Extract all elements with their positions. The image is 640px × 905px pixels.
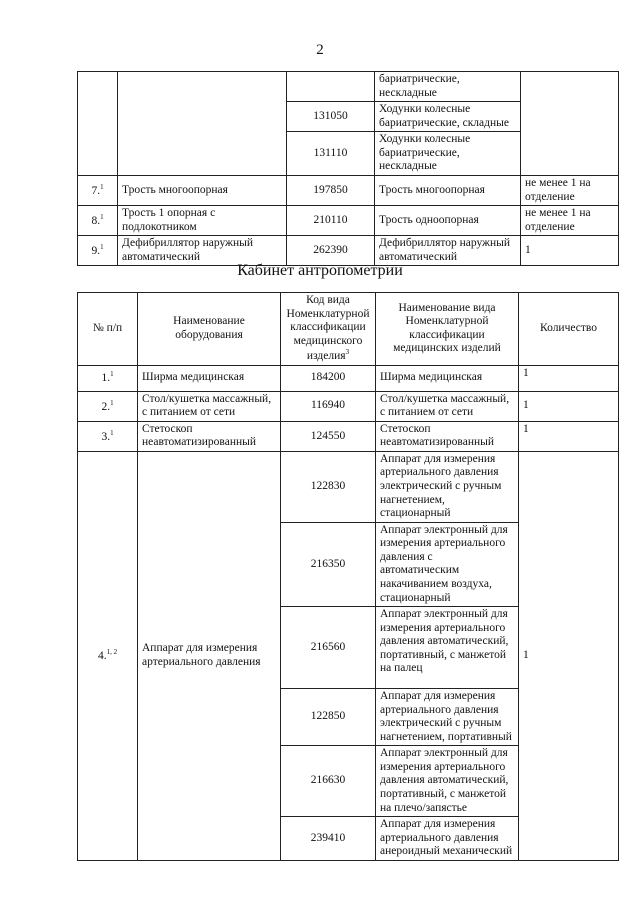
code-cell: 124550 [281, 421, 376, 451]
qty-cell: не менее 1 на отделение [521, 206, 619, 236]
name-cell: Трость 1 опорная с подлокотником [118, 206, 287, 236]
name-cell: Ширма медицинская [138, 365, 281, 391]
code-cell: 116940 [281, 391, 376, 421]
name-cell: Дефибриллятор наружный автоматический [118, 236, 287, 266]
type-cell: бариатрические, нескладные [375, 72, 521, 102]
type-cell: Аппарат для измерения артериального давления электрический с ручным нагнетением, стационарный [376, 451, 519, 522]
header-type: Наименование вида Номенклатурной классификации медицинских изделий [376, 293, 519, 366]
num-cell: 7.$^1$ [78, 175, 118, 205]
type-cell: Ходунки колесные бариатрические, нескладные [375, 132, 521, 176]
table-row [78, 391, 619, 421]
table-row [78, 451, 619, 522]
num-cell: 4.$^{1, 2}$ [78, 451, 138, 860]
type-cell: Трость одноопорная [375, 206, 521, 236]
code-cell: 216560 [281, 607, 376, 689]
code-cell: 197850 [287, 175, 375, 205]
equipment-table-continued [77, 71, 619, 266]
num-cell: 8.$^1$ [78, 206, 118, 236]
code-cell: 131050 [287, 102, 375, 132]
type-cell: Аппарат электронный для измерения артериального давления автоматический, портативный, с манжетой на плечо/запястье [376, 746, 519, 817]
qty-cell: 1 [519, 391, 619, 421]
type-cell: Стетоскоп неавтоматизированный [376, 421, 519, 451]
code-cell: 216350 [281, 522, 376, 606]
num-cell [78, 72, 118, 176]
code-cell [287, 72, 375, 102]
code-cell: 210110 [287, 206, 375, 236]
header-row [78, 293, 619, 366]
num-cell: 3.$^1$ [78, 421, 138, 451]
num-cell: 1.$^1$ [78, 365, 138, 391]
type-cell: Дефибриллятор наружный автоматический [375, 236, 521, 266]
qty-cell: 1 [519, 365, 619, 391]
type-cell: Трость многоопорная [375, 175, 521, 205]
name-cell: Трость многоопорная [118, 175, 287, 205]
code-cell: 262390 [287, 236, 375, 266]
num-cell: 9.$^1$ [78, 236, 118, 266]
code-cell: 131110 [287, 132, 375, 176]
name-cell: Стетоскоп неавтоматизированный [138, 421, 281, 451]
table-row [78, 72, 619, 102]
table-row [78, 175, 619, 205]
name-cell [118, 72, 287, 176]
code-cell: 122850 [281, 689, 376, 746]
header-num: № п/п [78, 293, 138, 366]
code-cell: 184200 [281, 365, 376, 391]
qty-cell: 1 [521, 236, 619, 266]
qty-cell: 1 [519, 451, 619, 860]
type-cell: Ширма медицинская [376, 365, 519, 391]
code-cell: 216630 [281, 746, 376, 817]
table-row [78, 421, 619, 451]
section-title: Кабинет антропометрии [237, 262, 403, 279]
type-cell: Стол/кушетка массажный, с питанием от сети [376, 391, 519, 421]
type-cell: Ходунки колесные бариатрические, складные [375, 102, 521, 132]
table-row [78, 365, 619, 391]
qty-cell: 1 [519, 421, 619, 451]
type-cell: Аппарат электронный для измерения артериального давления автоматический, портативный, с манжетой на палец [376, 607, 519, 689]
qty-cell [521, 72, 619, 176]
qty-cell: не менее 1 на отделение [521, 175, 619, 205]
code-cell: 122830 [281, 451, 376, 522]
header-qty: Количество [519, 293, 619, 366]
table-row [78, 206, 619, 236]
name-cell: Стол/кушетка массажный, с питанием от сети [138, 391, 281, 421]
code-cell: 239410 [281, 817, 376, 861]
type-cell: Аппарат электронный для измерения артериального давления с автоматическим накачиванием воздуха, стационарный [376, 522, 519, 606]
header-name: Наименование оборудования [138, 293, 281, 366]
anthropometry-equipment-table [77, 292, 619, 861]
num-cell: 2.$^1$ [78, 391, 138, 421]
page-number: 2 [316, 42, 324, 58]
header-code: Код вида Номенклатурной классификации медицинского изделия$^3$ [281, 293, 376, 366]
name-cell: Аппарат для измерения артериального давления [138, 451, 281, 860]
type-cell: Аппарат для измерения артериального давления анероидный механический [376, 817, 519, 861]
type-cell: Аппарат для измерения артериального давления электрический с ручным нагнетением, портативный [376, 689, 519, 746]
